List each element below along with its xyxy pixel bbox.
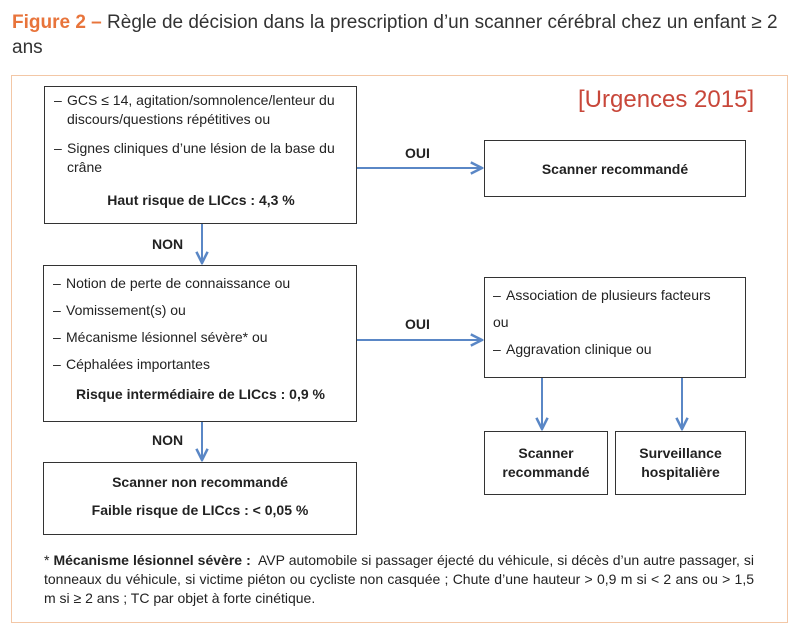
low-risk-box [43,462,357,535]
footnote-marker: * [44,552,54,568]
high-risk-label: Haut risque de LICcs : 4,3 % [107,192,295,208]
figure-label: Figure 2 – [12,12,102,33]
intermediate-item: – Céphalées importantes [53,356,210,372]
intermediate-item: – Vomissement(s) ou [53,302,186,318]
edge-label-non: NON [152,236,184,252]
high-risk-item: – GCS ≤ 14, agitation/somnolence/lenteur du discours/questions répétitives ou [54,92,335,127]
high-risk-item: – Signes cliniques d’une lésion de la base du crâne [54,140,335,175]
edge-label-non: NON [152,432,184,448]
intermediate-item: – Mécanisme lésionnel sévère* ou [53,329,268,345]
edge-label-oui: OUI [405,145,430,161]
edge-label-oui: OUI [405,316,430,332]
factor-item: – Association de plusieurs facteurs [493,287,711,303]
surveillance-box [615,431,746,495]
scanner-recommended-box-2 [484,431,608,495]
low-risk-label: Faible risque de LICcs : < 0,05 % [91,502,309,518]
factor-item-cont: ou [493,314,509,330]
footnote-term: Mécanisme lésionnel sévère : [53,552,251,568]
intermediate-risk-box [43,265,357,422]
low-risk-decision: Scanner non recommandé [112,474,288,490]
footnote-text: AVP automobile si passager éjecté du véhicule, si décès d’un autre passager, si tonneaux du véhicule, si victime piéton ou cycliste non casquée ; Chute d’une hauteur > 0,9 m si < 2 ans ou > 1,5 m si ≥ 2 ans ; TC par objet à forte cinétique. [44,552,754,606]
intermediate-item: – Notion de perte de connaissance ou [53,275,291,291]
scanner-recommended-box [484,140,746,197]
scanner-recommended-label-2: Scanner recommandé [502,445,590,480]
factors-box [484,277,746,378]
scanner-recommended-label: Scanner recommandé [541,161,689,177]
source-tag: [Urgences 2015] [578,86,755,113]
factor-item: – Aggravation clinique ou [493,341,652,357]
intermediate-risk-label: Risque intermédiaire de LICcs : 0,9 % [76,386,325,402]
surveillance-label: Surveillance hospitalière [639,445,722,480]
figure-title-text: Règle de décision dans la prescription d’un scanner cérébral chez un enfant ≥ 2 ans [12,12,778,58]
footnote [44,551,754,608]
high-risk-box [44,86,357,224]
